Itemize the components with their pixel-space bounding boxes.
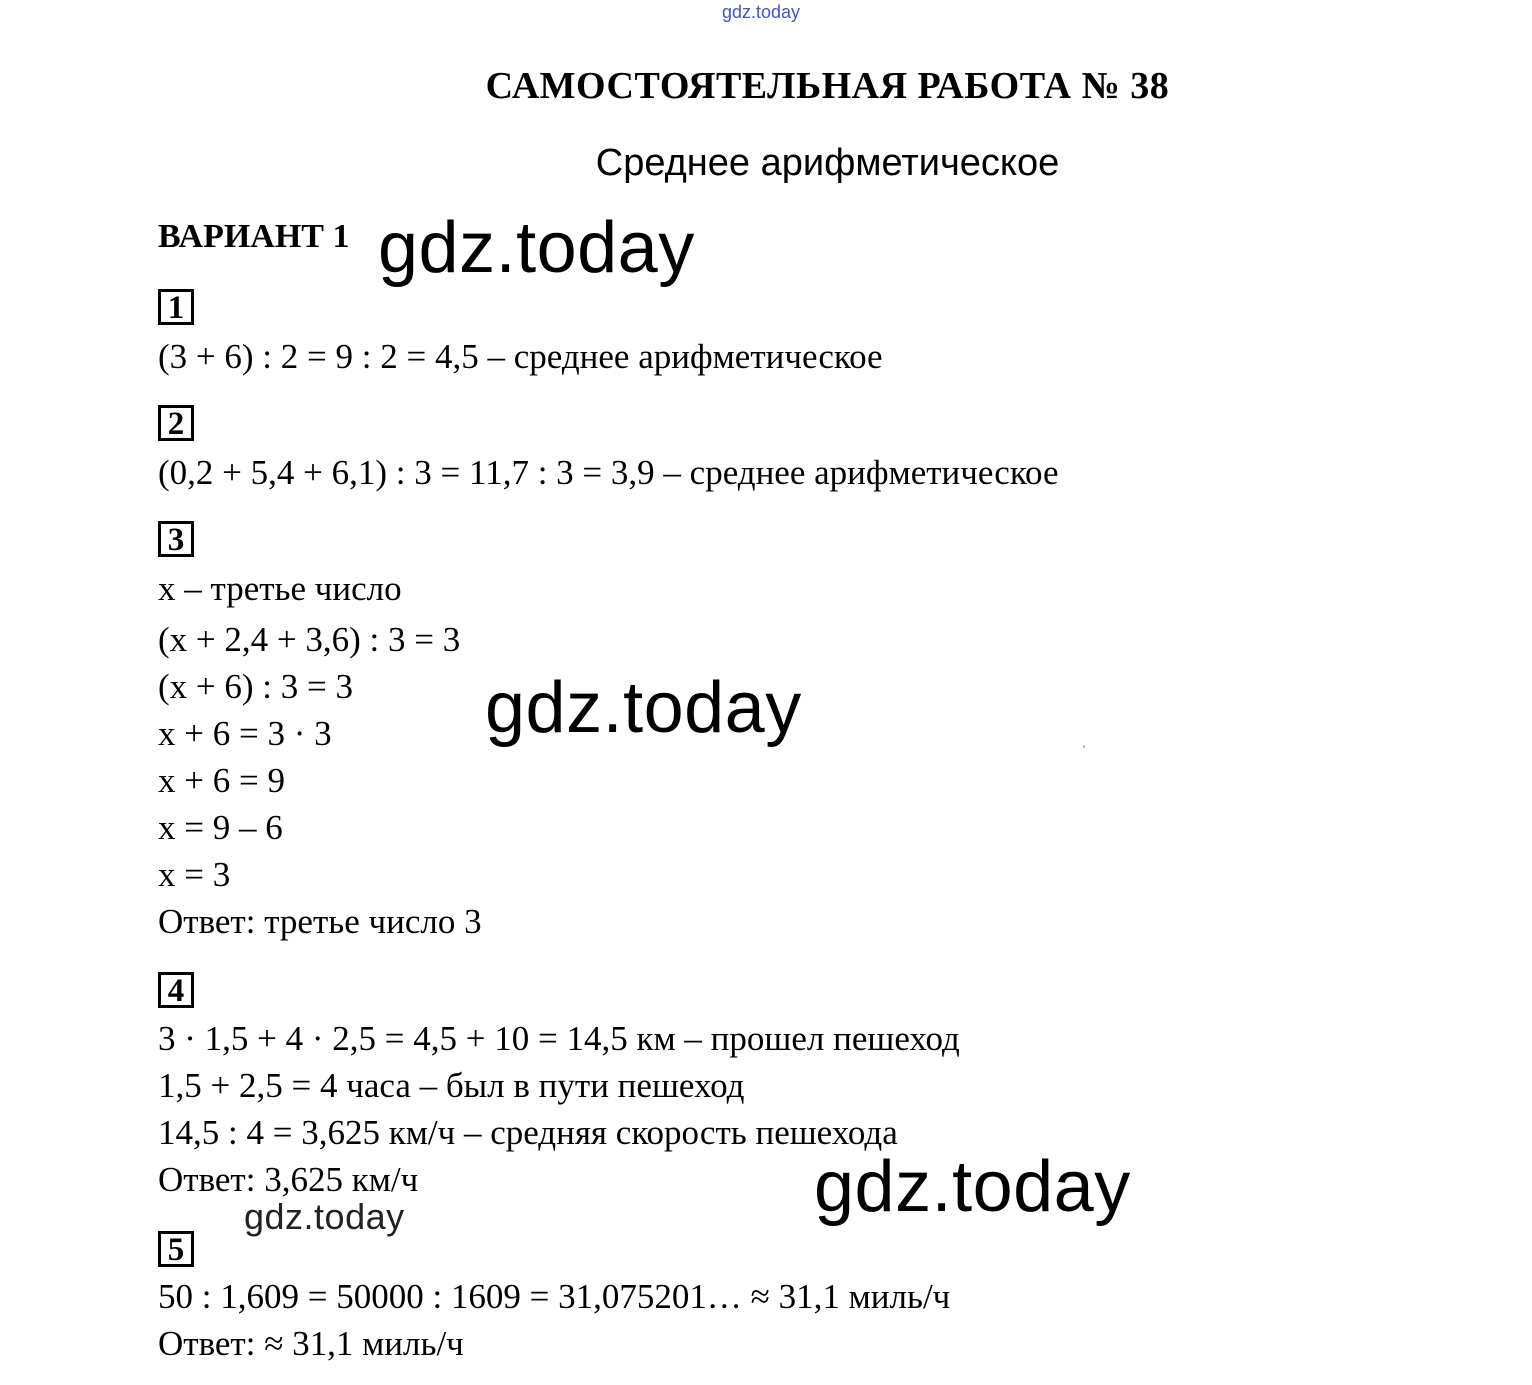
task-5-answer: Ответ: ≈ 31,1 миль/ч (158, 1324, 464, 1363)
task-3-line-4: x + 6 = 3 · 3 (158, 714, 332, 753)
task-5-line-1: 50 : 1,609 = 50000 : 1609 = 31,075201… ≈ 31,1 миль/ч (158, 1277, 951, 1316)
watermark-large-3: gdz.today (814, 1147, 1131, 1227)
task-3-line-3: (x + 6) : 3 = 3 (158, 667, 354, 706)
task-number-3: 3 (158, 521, 194, 557)
task-3-line-2: (x + 2,4 + 3,6) : 3 = 3 (158, 620, 461, 659)
task-3-line-1: x – третье число (158, 569, 402, 608)
watermark-small: gdz.today (244, 1196, 405, 1237)
task-number-4: 4 (158, 972, 194, 1008)
task-2-line-1: (0,2 + 5,4 + 6,1) : 3 = 11,7 : 3 = 3,9 – среднее арифметическое (158, 453, 1059, 492)
task-1-line-1: (3 + 6) : 2 = 9 : 2 = 4,5 – среднее арифметическое (158, 337, 883, 376)
task-number-1: 1 (158, 289, 194, 325)
task-4-line-1: 3 · 1,5 + 4 · 2,5 = 4,5 + 10 = 14,5 км – прошел пешеход (158, 1019, 960, 1058)
task-number-5: 5 (158, 1231, 194, 1267)
variant-heading: ВАРИАНТ 1 (158, 218, 350, 255)
page-title: САМОСТОЯТЕЛЬНАЯ РАБОТА № 38 (485, 65, 1170, 107)
top-watermark: gdz.today (722, 2, 801, 22)
task-3-line-5: x + 6 = 9 (158, 761, 285, 800)
task-number-2: 2 (158, 405, 194, 441)
stray-mark: ' (1083, 742, 1086, 756)
watermark-large-1: gdz.today (378, 208, 695, 288)
task-4-answer: Ответ: 3,625 км/ч (158, 1160, 419, 1199)
task-3-answer: Ответ: третье число 3 (158, 902, 482, 941)
task-3-line-6: x = 9 – 6 (158, 808, 283, 847)
task-4-line-2: 1,5 + 2,5 = 4 часа – был в пути пешеход (158, 1066, 745, 1105)
watermark-large-2: gdz.today (485, 668, 802, 748)
task-4-line-3: 14,5 : 4 = 3,625 км/ч – средняя скорость пешехода (158, 1113, 898, 1152)
task-3-line-7: x = 3 (158, 855, 231, 894)
page-subtitle: Среднее арифметическое (595, 142, 1060, 184)
